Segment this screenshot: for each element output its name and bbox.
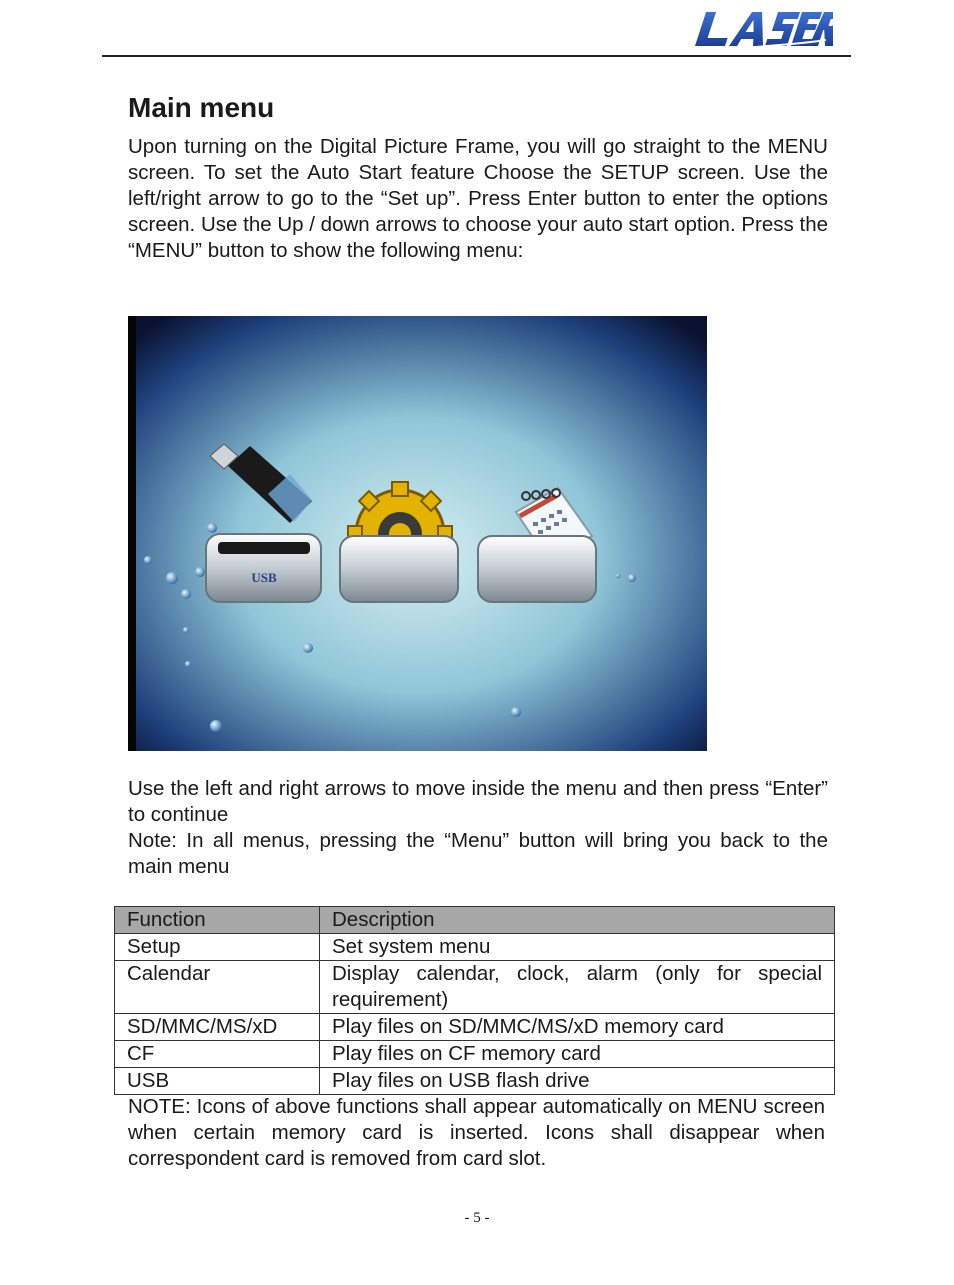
setup-slot xyxy=(340,536,458,602)
table-row xyxy=(115,1014,835,1041)
table-row xyxy=(115,934,835,961)
description-cell: Play files on CF memory card xyxy=(320,1041,835,1068)
instructions-paragraph: Use the left and right arrows to move inside the menu and then press “Enter” to continue xyxy=(128,777,828,826)
function-cell: Calendar xyxy=(115,961,320,1014)
table-row xyxy=(115,1041,835,1068)
description-cell: Display calendar, clock, alarm (only for special requirement) xyxy=(320,961,835,1014)
page-number: - 5 - xyxy=(464,1210,490,1226)
table-row xyxy=(115,961,835,1014)
function-table xyxy=(114,906,835,1095)
description-cell: Play files on SD/MMC/MS/xD memory card xyxy=(320,1014,835,1041)
menu-note-paragraph: Note: In all menus, pressing the “Menu” button will bring you back to the main menu xyxy=(128,829,828,878)
function-cell: USB xyxy=(115,1068,320,1095)
usb-slot xyxy=(206,534,321,602)
table-header-row xyxy=(115,907,835,934)
description-cell: Play files on USB flash drive xyxy=(320,1068,835,1095)
function-cell: SD/MMC/MS/xD xyxy=(115,1014,320,1041)
page-title: Main menu xyxy=(128,92,275,123)
function-cell: Setup xyxy=(115,934,320,961)
header-function: Function xyxy=(115,907,320,934)
table-row xyxy=(115,1068,835,1095)
usb-slot-label: USB xyxy=(251,570,277,585)
intro-paragraph: Upon turning on the Digital Picture Frame, you will go straight to the MENU screen. To set the Auto Start feature Choose the SETUP screen. Use the left/right arrow to go to the “Set up”. Press Enter button to enter the options screen. Use the Up / down arrows to choose your auto start option. Press the “MENU” button to show the following menu: xyxy=(128,135,828,262)
icons-note-paragraph: NOTE: Icons of above functions shall appear automatically on MENU screen when certain memory card is inserted. Icons shall disappear when correspondent card is removed from card slot. xyxy=(128,1095,825,1170)
main-menu-screenshot xyxy=(128,316,707,751)
calendar-slot xyxy=(478,536,596,602)
description-cell: Set system menu xyxy=(320,934,835,961)
laser-logo xyxy=(688,6,833,58)
function-cell: CF xyxy=(115,1041,320,1068)
header-description: Description xyxy=(320,907,835,934)
